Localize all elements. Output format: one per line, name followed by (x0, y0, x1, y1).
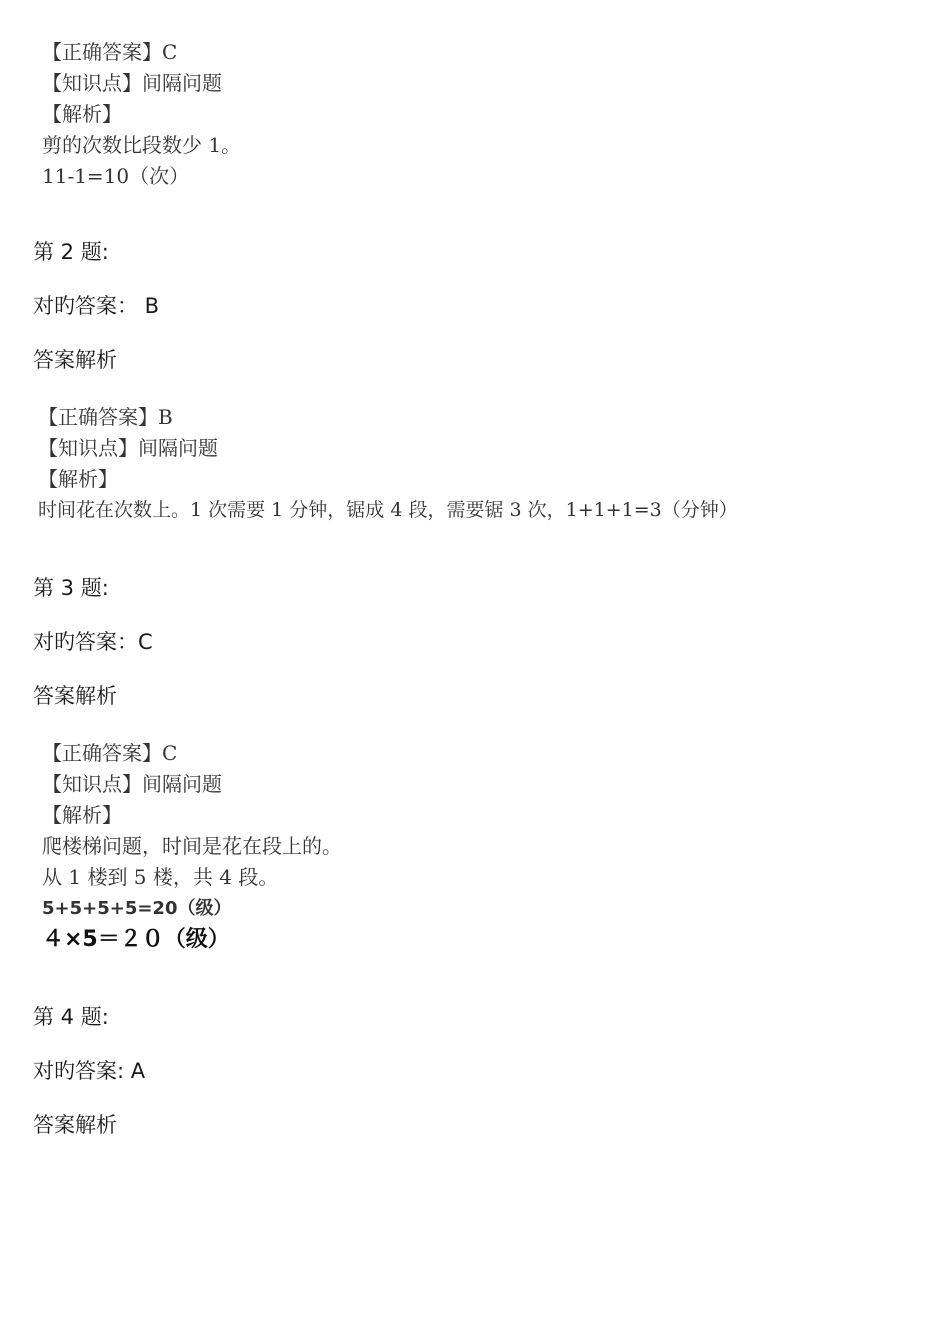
q1-correct-answer: 【正确答案】C (42, 40, 178, 64)
q2-analysis-text: 时间花在次数上。1 次需要 1 分钟，锯成 4 段，需要锯 3 次，1+1+1=3（分钟） (38, 499, 738, 521)
q3-correct-answer: 【正确答案】C (42, 741, 178, 765)
q3-answer: 对旳答案：C (33, 630, 153, 654)
q2-answer: 对旳答案： B (33, 294, 160, 318)
q3-knowledge-point: 【知识点】间隔问题 (42, 772, 222, 796)
q4-analysis-label: 答案解析 (33, 1113, 117, 1137)
q1-knowledge-point: 【知识点】间隔问题 (42, 71, 222, 95)
q3-analysis-text: 爬楼梯问题，时间是花在段上的。 (42, 834, 342, 858)
q2-analysis-heading: 【解析】 (38, 467, 118, 491)
q2-knowledge-point: 【知识点】间隔问题 (38, 436, 218, 460)
q3-floor-count: 从 1 楼到 5 楼，共 4 段。 (42, 865, 279, 889)
q1-calculation: 11-1=10（次） (42, 164, 190, 188)
q3-calculation-product: ４×5＝２０（级） (42, 927, 230, 952)
q4-answer: 对旳答案: A (33, 1059, 146, 1083)
q3-calculation-sum: 5+5+5+5=20（级） (42, 898, 232, 919)
q3-title: 第 3 题: (33, 576, 109, 600)
q2-analysis-label: 答案解析 (33, 348, 117, 372)
q3-analysis-label: 答案解析 (33, 684, 117, 708)
q2-correct-answer: 【正确答案】B (38, 405, 173, 429)
q1-answer-image (42, 37, 241, 192)
q2-answer-image (38, 402, 738, 526)
q1-analysis-heading: 【解析】 (42, 102, 122, 126)
q3-answer-image (42, 738, 342, 955)
q1-analysis-text: 剪的次数比段数少 1。 (42, 133, 242, 157)
q3-analysis-heading: 【解析】 (42, 803, 122, 827)
q4-title: 第 4 题: (33, 1005, 109, 1029)
q2-title: 第 2 题: (33, 240, 109, 264)
